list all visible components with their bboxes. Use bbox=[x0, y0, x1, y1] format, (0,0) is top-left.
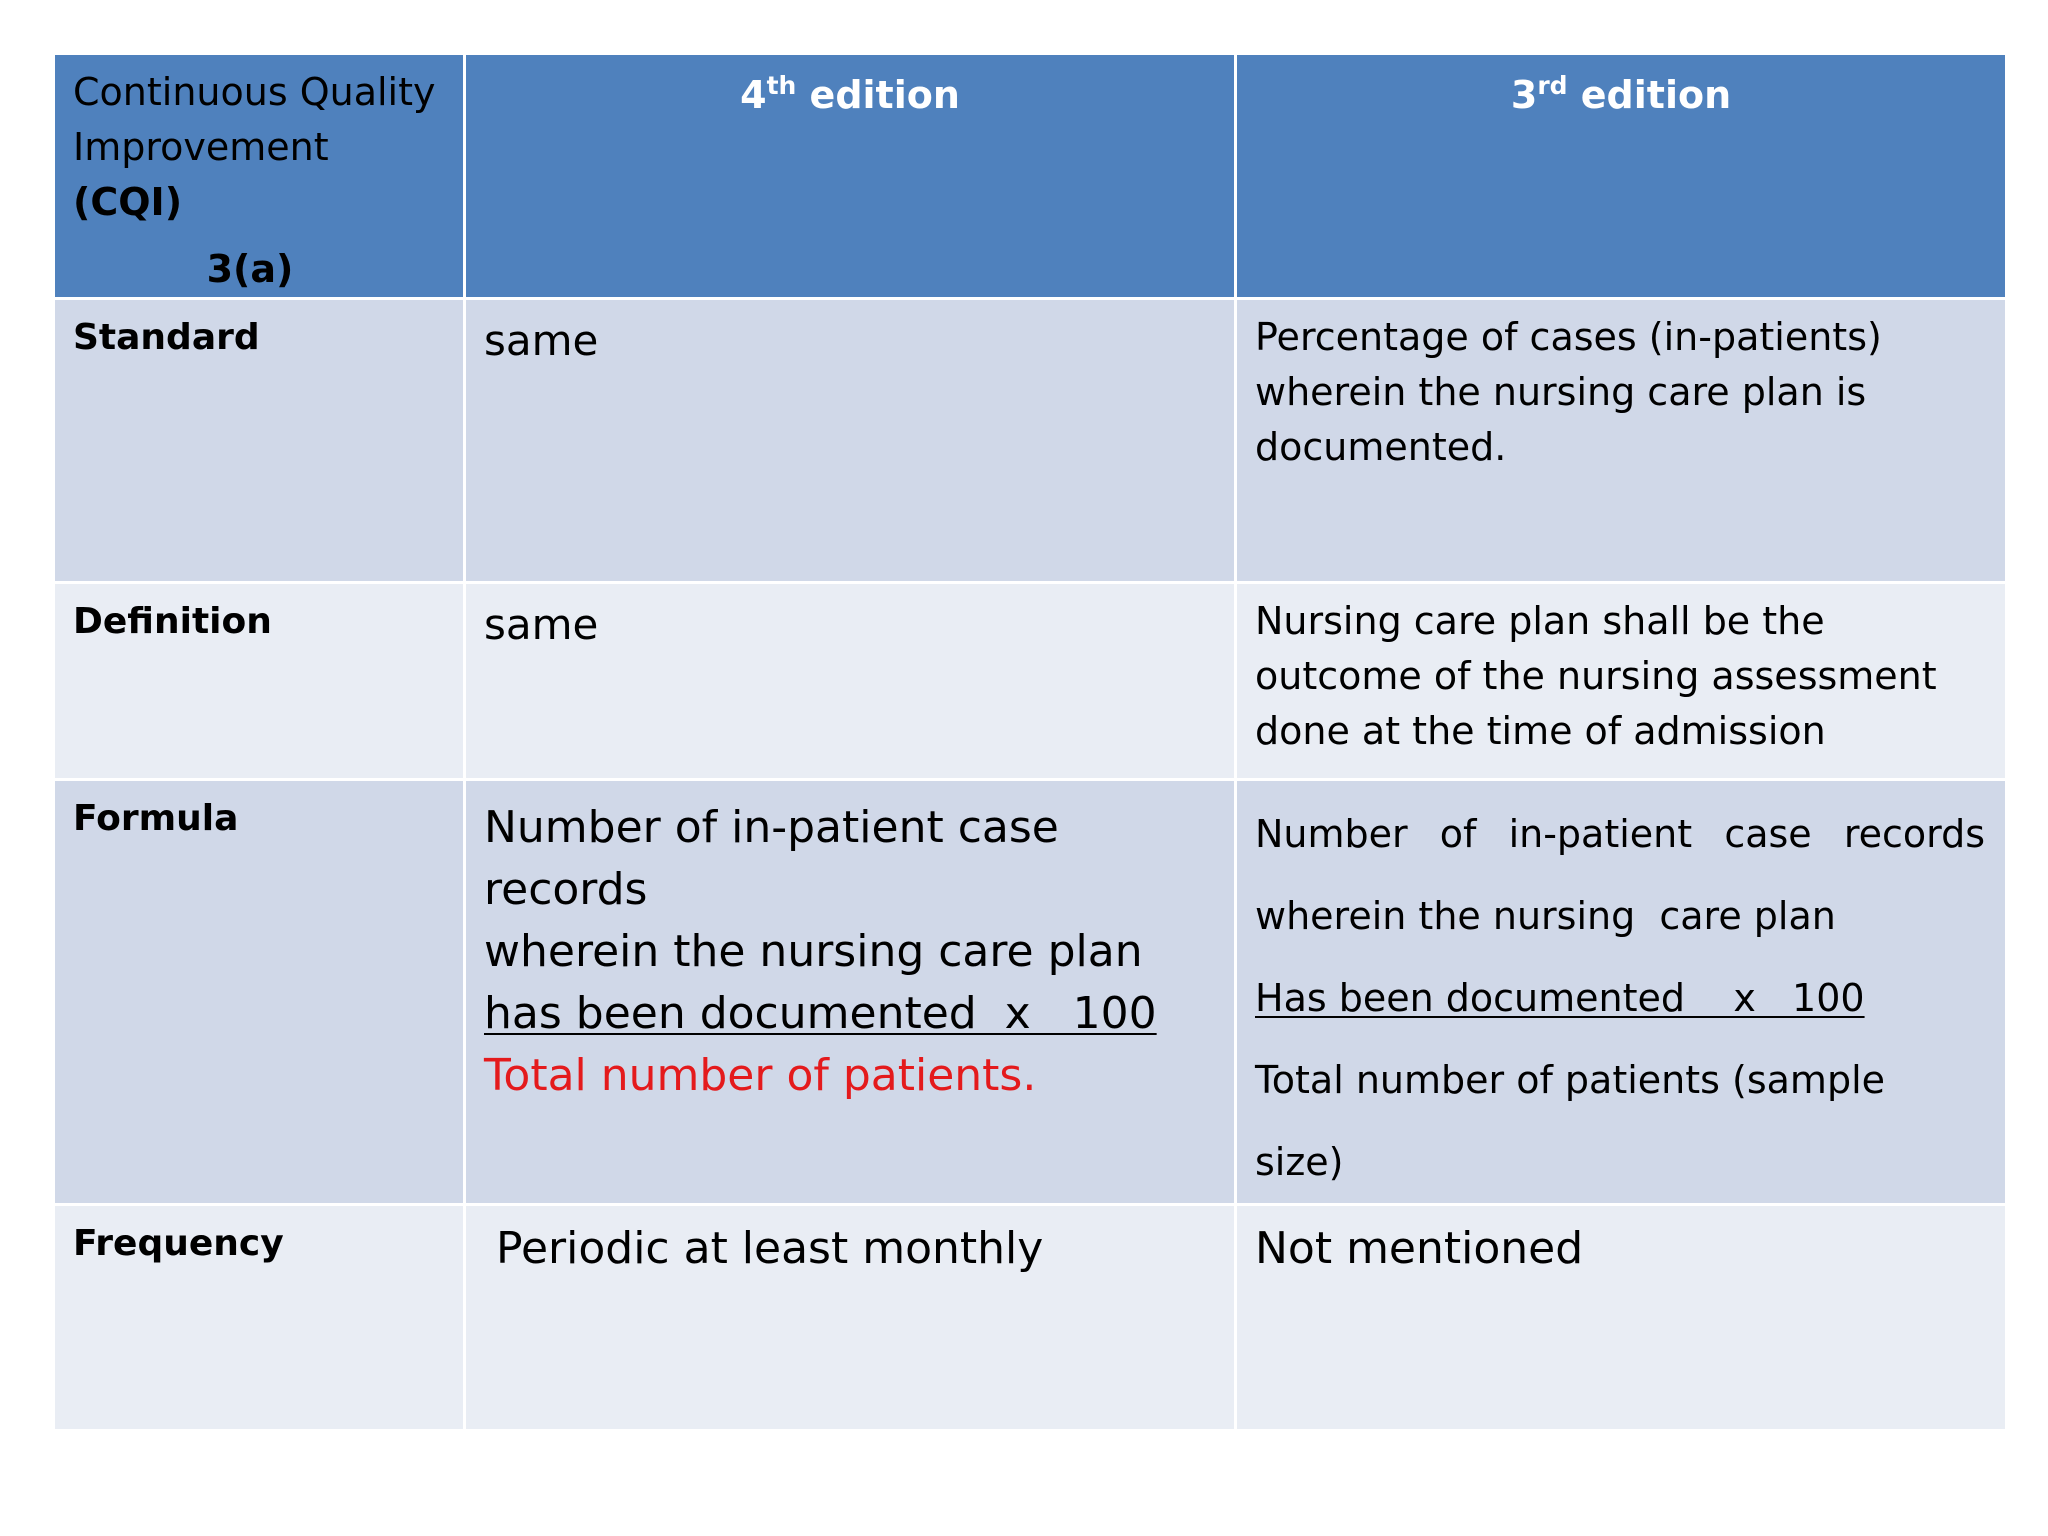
row-label-cell bbox=[54, 299, 465, 583]
formula-3rd-word: records bbox=[1843, 812, 1985, 856]
formula-3rd-word: Number bbox=[1255, 812, 1408, 856]
formula-3rd-word: case bbox=[1724, 812, 1812, 856]
header-4th-edition bbox=[465, 54, 1236, 299]
header-4th-text: edition bbox=[796, 73, 960, 117]
header-3rd-edition bbox=[1236, 54, 2007, 299]
standard-3rd-cell bbox=[1236, 299, 2007, 583]
definition-4th-cell bbox=[465, 583, 1236, 780]
header-cqi-cell bbox=[54, 54, 465, 299]
header-3rd-number: 3 bbox=[1510, 73, 1538, 117]
row-label-frequency: Frequency bbox=[73, 1223, 284, 1264]
frequency-4th-value: Periodic at least monthly bbox=[496, 1223, 1044, 1274]
standard-4th-value: same bbox=[484, 316, 599, 365]
formula-3rd-word: in-patient bbox=[1508, 812, 1693, 856]
header-3rd-text: edition bbox=[1567, 73, 1732, 117]
header-cqi-line1: Continuous Quality bbox=[73, 70, 436, 114]
frequency-3rd-value: Not mentioned bbox=[1255, 1223, 1584, 1274]
header-cqi-line2 bbox=[73, 120, 447, 230]
row-label-cell bbox=[54, 583, 465, 780]
formula-4th-denominator: Total number of patients. bbox=[484, 1050, 1037, 1101]
row-label-cell bbox=[54, 780, 465, 1205]
header-4th-number: 4 bbox=[740, 73, 767, 117]
table-row-definition bbox=[54, 583, 2007, 780]
row-label-standard: Standard bbox=[73, 317, 260, 358]
header-cqi-code: 3(a) bbox=[206, 247, 294, 291]
row-label-definition: Definition bbox=[73, 601, 272, 642]
table-row-standard bbox=[54, 299, 2007, 583]
frequency-3rd-cell bbox=[1236, 1205, 2007, 1431]
formula-3rd-cell bbox=[1236, 780, 2007, 1205]
frequency-4th-cell bbox=[465, 1205, 1236, 1431]
standard-4th-cell bbox=[465, 299, 1236, 583]
header-row bbox=[54, 54, 2007, 299]
row-label-formula: Formula bbox=[73, 798, 239, 839]
definition-4th-value: same bbox=[484, 600, 599, 649]
formula-4th-numerator-end: has been documented x 100 bbox=[484, 988, 1157, 1039]
row-label-cell bbox=[54, 1205, 465, 1431]
formula-3rd-line2: wherein the nursing care plan bbox=[1255, 894, 1836, 938]
formula-3rd-denominator: Total number of patients (sample size) bbox=[1255, 1058, 1886, 1184]
formula-3rd-word: of bbox=[1439, 812, 1477, 856]
formula-4th-line1: Number of in-patient case records bbox=[484, 802, 1059, 915]
definition-3rd-value: Nursing care plan shall be the outcome of the nursing assessment done at the time of admission bbox=[1255, 599, 1937, 753]
standard-3rd-value: Percentage of cases (in-patients) wherein the nursing care plan is documented. bbox=[1255, 315, 1882, 469]
header-4th-sup: th bbox=[766, 71, 797, 100]
header-cqi-abbrev: (CQI) bbox=[73, 180, 183, 224]
formula-3rd-line1 bbox=[1255, 793, 1985, 875]
cqi-comparison-table bbox=[52, 52, 2008, 1432]
table-row-formula bbox=[54, 780, 2007, 1205]
formula-3rd-numerator-end: Has been documented x 100 bbox=[1255, 976, 1865, 1020]
formula-4th-cell bbox=[465, 780, 1236, 1205]
header-3rd-sup: rd bbox=[1537, 71, 1568, 100]
table-row-frequency bbox=[54, 1205, 2007, 1431]
definition-3rd-cell bbox=[1236, 583, 2007, 780]
header-cqi-improvement: Improvement bbox=[73, 125, 329, 169]
formula-4th-line2: wherein the nursing care plan bbox=[484, 926, 1143, 977]
